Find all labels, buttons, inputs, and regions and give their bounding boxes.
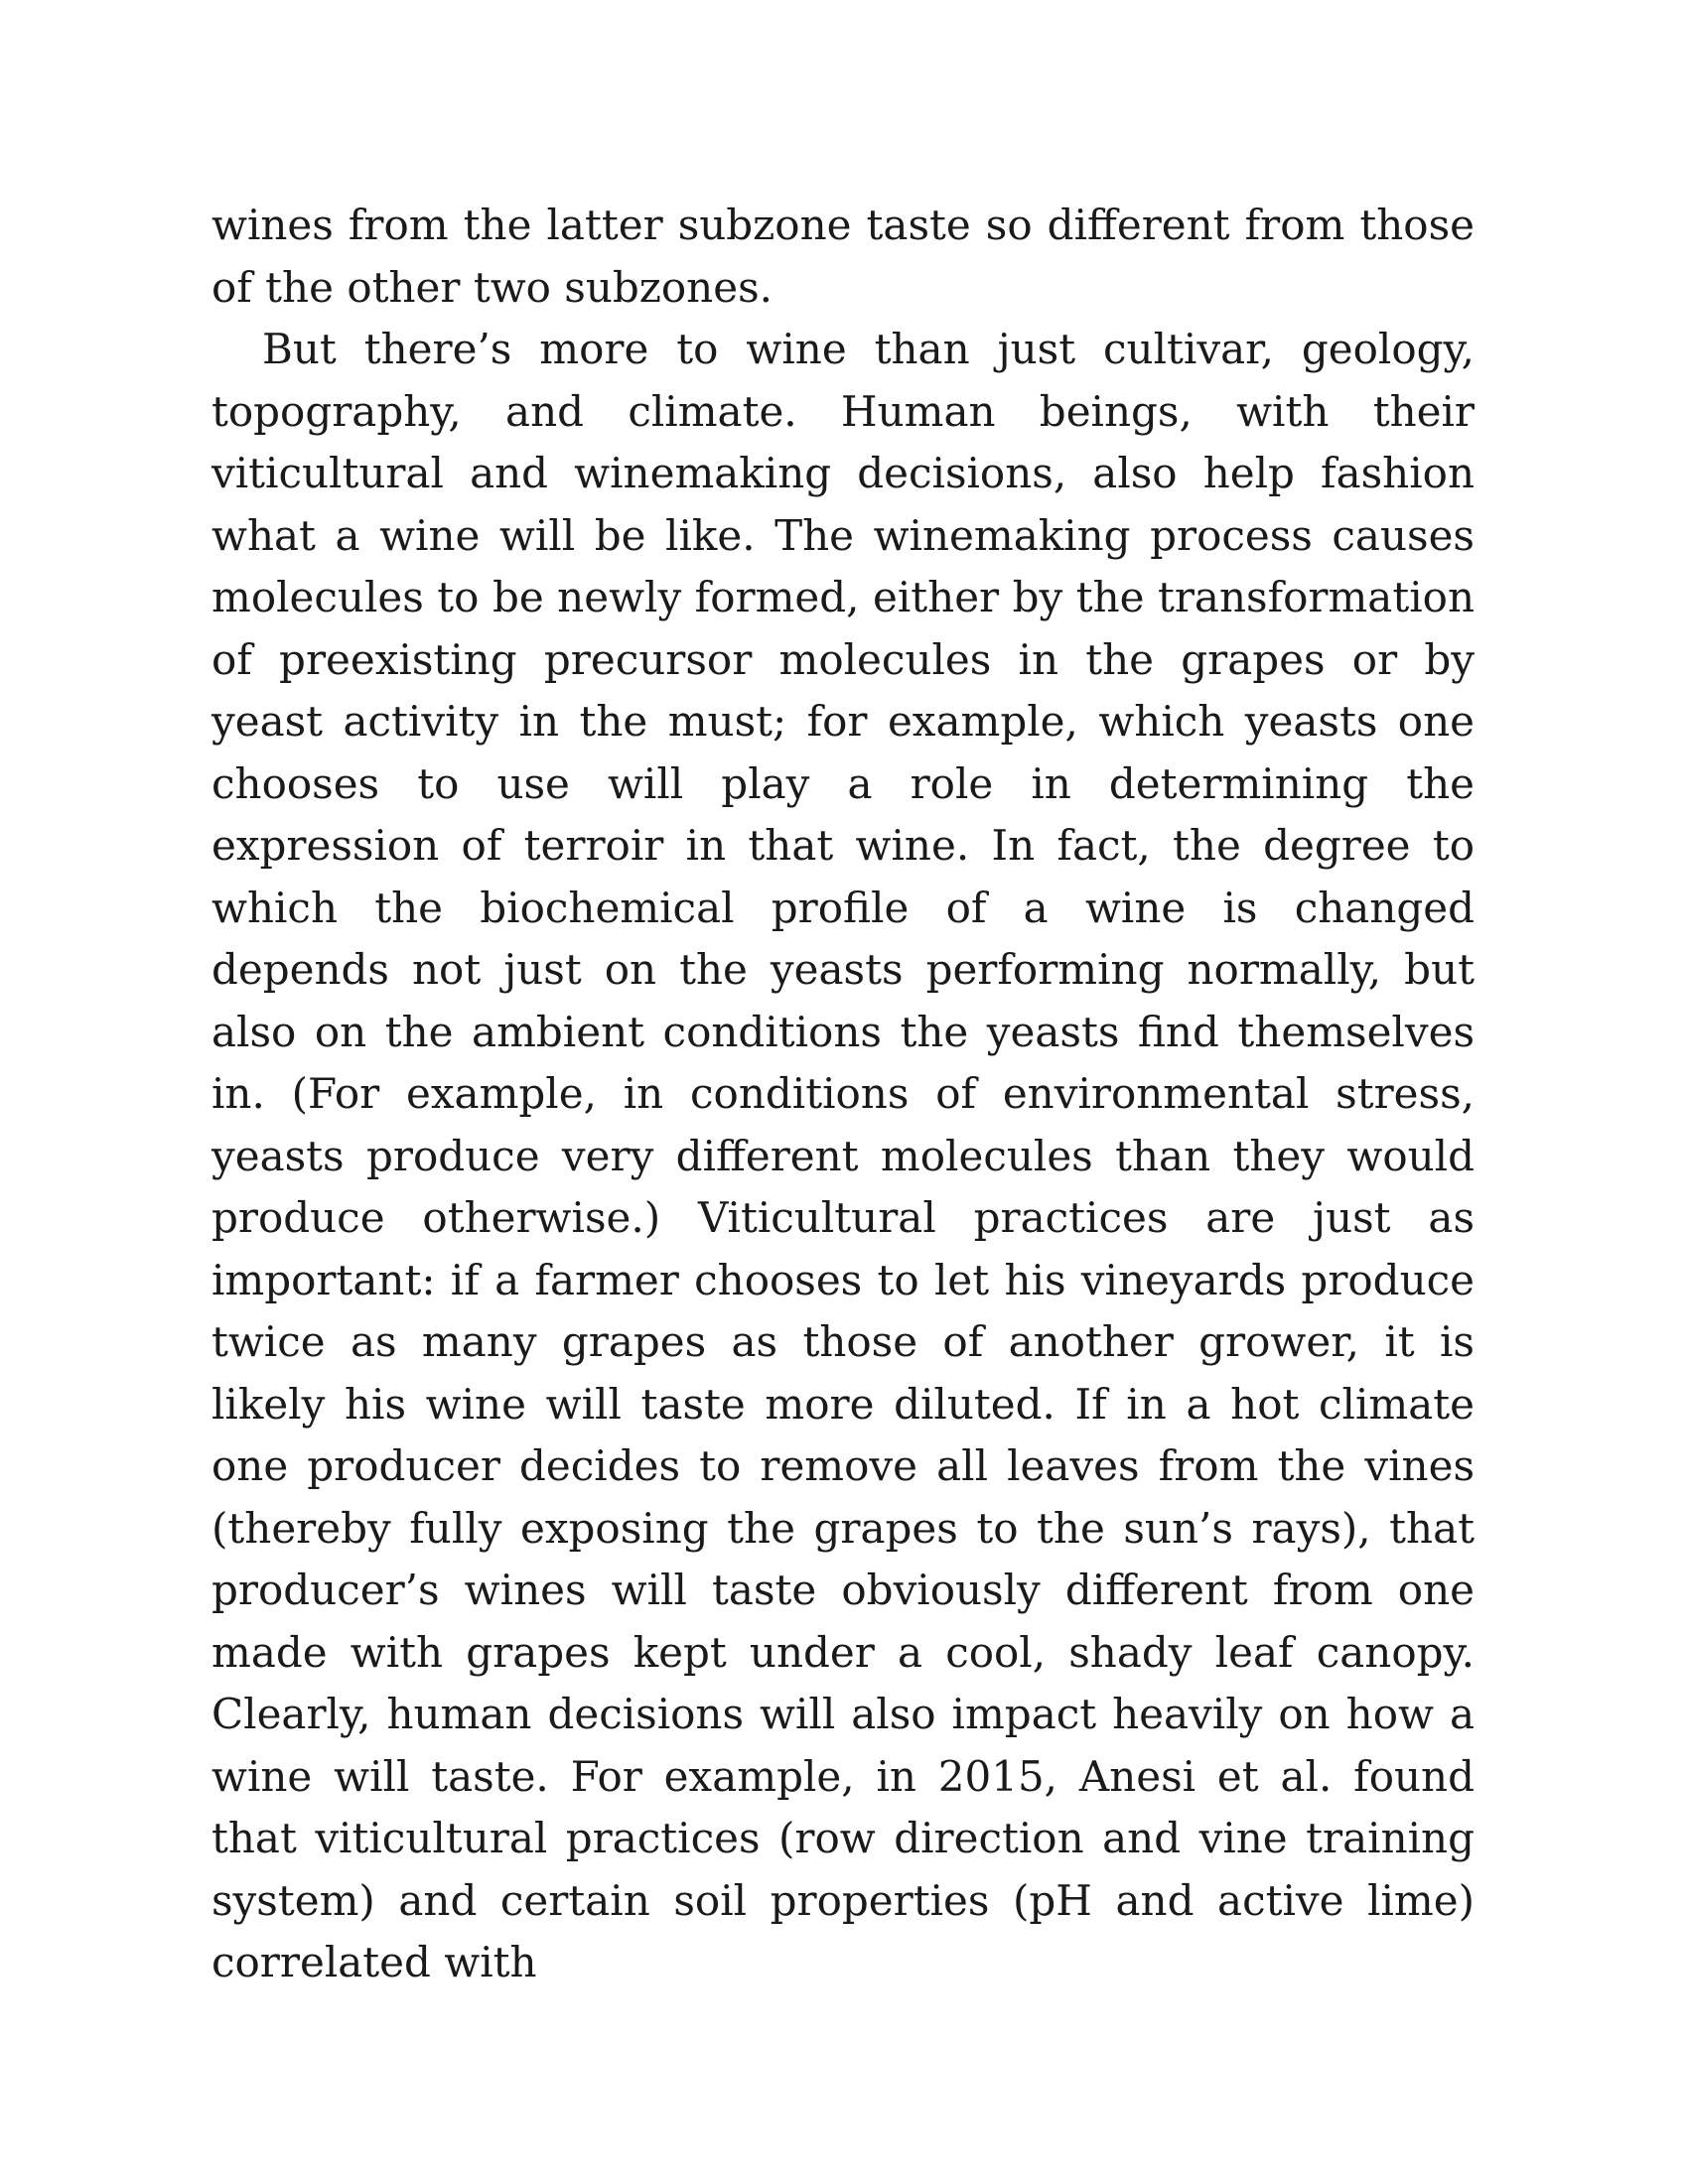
paragraph-continuation: wines from the latter subzone taste so different from those of the other two subzones.: [211, 201, 1475, 312]
paragraph-human-decisions: But there’s more to wine than just cultivar, geology, topography, and climate. Human beings, with their viticultural and winemaking decisions, also help fashion what a wine will be like. The winemaking process causes molecules to be newly formed, either by the transformation of preexisting precursor molecules in the grapes or by yeast activity in the must; for example, which yeasts one chooses to use will play a role in determining the expression of terroir in that wine. In fact, the degree to which the biochemical profile of a wine is changed depends not just on the yeasts performing normally, but also on the ambient conditions the yeasts find themselves in. (For example, in conditions of environmental stress, yeasts produce very different molecules than they would produce otherwise.) Viticultural practices are just as important: if a farmer chooses to let his vineyards produce twice as many grapes as those of another grower, it is likely his wine will taste more diluted. If in a hot climate one producer decides to remove all leaves from the vines (thereby fully exposing the grapes to the sun’s rays), that producer’s wines will taste obviously different from one made with grapes kept under a cool, shady leaf canopy. Clearly, human decisions will also impact heavily on how a wine will taste. For example, in 2015, Anesi et al. found that viticultural practices (row direction and vine training system) and certain soil properties (pH and active lime) correlated with: [211, 325, 1475, 1986]
page-body: [211, 195, 1475, 1994]
